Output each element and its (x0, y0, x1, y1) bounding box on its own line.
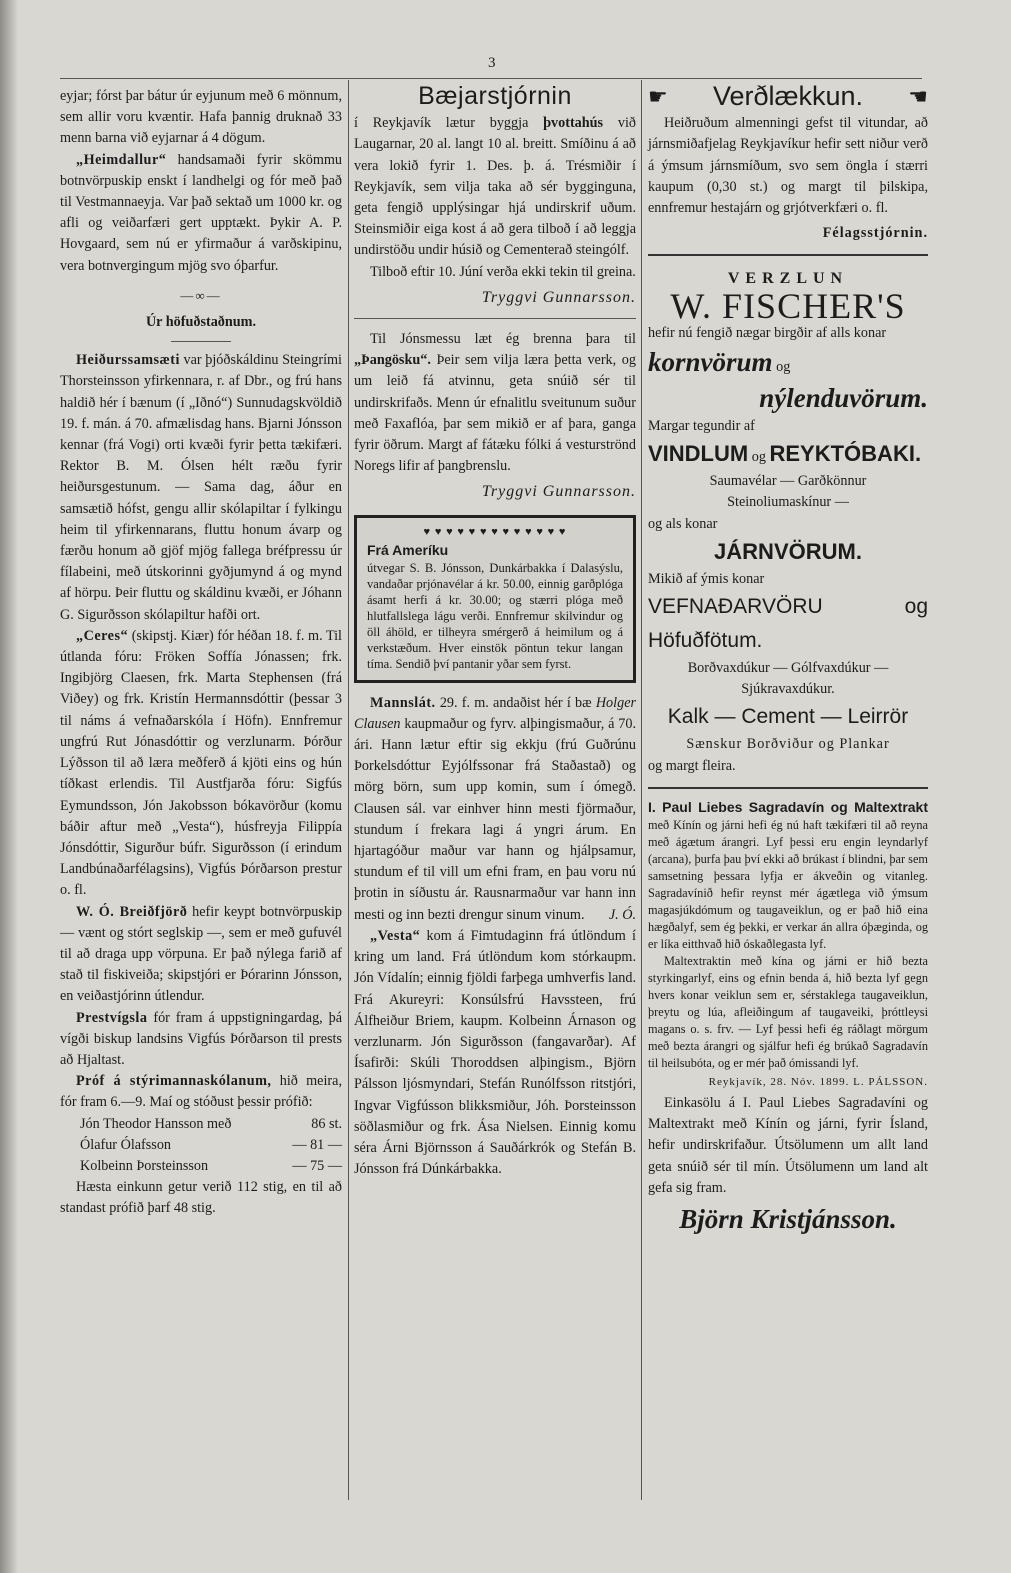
jons-text-1: Til Jónsmessu læt ég brenna þara til (370, 331, 636, 348)
bstj-text-1: í Reykjavík lætur byggja (354, 115, 529, 132)
column-left (60, 86, 342, 1220)
fischer-bord: Borðvaxdúkur — Gólfvaxdúkur — (687, 660, 889, 677)
bstj-bold: þvottahús (543, 115, 604, 132)
exam-row (60, 1114, 342, 1135)
ceres-text: (skipstj. Kiær) fór héðan 18. f. m. Til útlanda fóru: Fröken Soffía Jónassen; frk. Ingibjörg Claesen, frk. Marta Stephensen (frá Viðey) og frk. Kristín Hermannsdóttir (þessar 3 til náms á vefnaðarskóla í Höfn). Ennfremur ungfrú Rut Jónasdóttir og verzlunarm. Þórður Lýðsson til að læra meðferð á kjöti eins og hún tíðkast erlendis. Til Austfjarða fóru: Sigfús Eymundsson, Jón Jakobsson bókavörður (komu báðir aftur með „Vesta“), húsfreyja Filippía Jónsdóttir, Sigurður búfr. Sigurðsson (í erindum Landbúnaðarfélagsins), Vigfús Þórðarson prestur o. fl. (60, 627, 343, 899)
fischer-ogals: og als konar (648, 515, 718, 532)
bstj-text-3: Tilboð eftir 10. Júní verða ekki tekin til greina. (370, 263, 636, 280)
fischer-jarn: JÁRNVÖRUM. (714, 538, 862, 564)
article-ceres (60, 626, 342, 902)
liebe-head: I. Paul Liebes Sagradavín og Maltextrakt (648, 798, 928, 815)
liebe-ad (648, 799, 928, 953)
fischer-korn: kornvörum (648, 347, 773, 378)
article-bstj (354, 113, 636, 261)
article-heimdallur (60, 150, 342, 277)
prof-lead: Próf á stýrimannaskólanum, (76, 1073, 272, 1090)
heart-border-icons: ♥ ♥ ♥ ♥ ♥ ♥ ♥ ♥ ♥ ♥ ♥ ♥ ♥ (423, 525, 567, 538)
signature-tryggvi-1: Tryggvi Gunnarsson. (481, 288, 636, 306)
ad-text: útvegar S. B. Jónsson, Dunkárbakka í Dalasýslu, vandaðar prjónavélar á kr. 50.00, einnig garðplóga ásamt herfi á kr. 30.00; og stærri plóga með hlutfallslega lágu verði. Ennfremur skilvindur og öll áhöld, er tilheyra smérgerð á heimilum og á verkstæðum. Hver einstök pöntun tekur langan tíma. Sendið því pantanir yðar sem fyrst. (367, 560, 623, 671)
mann-text-2: kaupmaður og fyrv. alþingismaður, á 70. ári. Hann lætur eftir sig ekkju (frú Guðrúnu Þorkelsdóttur Eyjólfssonar frá Staðastað) og mörg börn, sum upp komin, sum í ómegð. Clausen sál. var einhver hinn mesti fjörmaður, stundum í frekara lagi á yngri árum. En hjartagóður maður var hann og hjálpsamur, stundum ef til vill um efni fram, en þau voru nú þrotin in síðustu ár. Rausnarmaður var hann inn mesti og inn bezti drengur sinum vinum. (354, 715, 637, 923)
fischer-title: W. FISCHER'S (670, 285, 906, 326)
section-heading: Úr höfuðstaðnum. (145, 314, 257, 331)
vesta-lead: „Vesta“ (370, 927, 421, 944)
separator (648, 787, 928, 789)
fischer-text-1: hefir nú fengið nægar birgðir af alls konar (648, 324, 887, 341)
column-divider-1 (348, 80, 349, 1500)
article-vesta (354, 926, 636, 1180)
page-number: 3 (488, 55, 496, 71)
fischer-vefn: VEFNAÐARVÖRU og Höfuðfötum. (648, 595, 928, 653)
article-heidurssamsaeti (60, 350, 342, 626)
mann-name: Holger Clausen (354, 694, 637, 732)
fischer-og2: og (751, 449, 766, 466)
breid-lead: W. Ó. Breiðfjörð (76, 903, 188, 920)
prest-text: fór fram á uppstigningardag, þá vígði biskup landsins Vigfús Þórðarson til prests að Hjaltast. (60, 1009, 342, 1068)
exam-row (60, 1135, 342, 1156)
einka-text: Einkasölu á I. Paul Liebes Sagradavíni og Maltextrakt með Kínín og járni, fyrir Ísland, hefir undirskrifaður. Útsölumenn um allt land geta snúið sér til mín. Útsölumenn um land alt gefa sig fram. (648, 1095, 928, 1196)
page-shadow-edge (0, 0, 18, 1573)
heimdallur-lead: „Heimdallur“ (76, 151, 167, 168)
prest-lead: Prestvígsla (76, 1009, 148, 1026)
top-rule (60, 78, 922, 79)
bstj-title: Bæjarstjórnin (418, 82, 572, 110)
exam-name: Jón Theodor Hansson með (80, 1115, 232, 1132)
pointing-hand-left-icon: ☚ (908, 84, 928, 109)
heimdallur-text: handsamaði fyrir skömmu botnvörpuskip enskt í landhelgi og fór með það til Vestmannaeyja. Var það sektað um 1000 kr. og afli og veiðarfæri gert upptækt. Þykir A. P. Hovgaard, sem nú er yfirmaður á varðskipinu, vera botnvergingum mjög svo óþarfur. (60, 151, 342, 274)
fischer-margar: Margar tegundir af (648, 418, 755, 435)
signature-tryggvi-2: Tryggvi Gunnarsson. (481, 483, 636, 501)
article-breidfjord (60, 902, 342, 1008)
fischer-stein: Steinoliumaskínur — (727, 494, 849, 511)
exam-score: — 75 — (292, 1157, 342, 1174)
jons-text-2: Þeir sem vilja læra þetta verk, og um leið fá atvinnu, geta snúið sér til undirskrifaðs. Menn úr efnalitlu sveitunum suður með Faxaflóa, þar sem mikið er af þara, ganga fyrir öðrum. Margt af fátæku fólki á vesturströnd Noregs lifir af þangbrenslu. (354, 352, 636, 475)
verdlaekkun-title-row (648, 81, 928, 111)
article-prestvigsla (60, 1008, 342, 1072)
article-mannslat (354, 693, 636, 926)
verdlaekkun-title: Verðlækkun. (712, 81, 864, 111)
mann-lead: Mannslát. (370, 694, 436, 711)
fischer-fleira: og margt fleira. (648, 757, 736, 774)
verdlaekkun-text: Heiðruðum almenningi gefst til vitundar, að járnsmiðafjelag Reykjavíkur hefir sett niður verð á ýmsum járnsmíðum, svo sem önglа í stærri kaupum (0,30 st.) og margt til þilskipa, ennfremur hestajárn og grjótverkfæri o. fl. (648, 115, 928, 217)
article-prof (60, 1071, 342, 1113)
verzlun-label: VERZLUN (727, 270, 849, 288)
bstj-text-2: við Laugarnar, 20 al. langt 10 al. breitt. Smíðinu á að vera lokið fyrir 1. Des. þ. á. Trésmiðir í Reykjavík, sem vilja taka að sér bygginguna, geta fengið upplýsingar hjá undirskrif uðum. Steinsmiðir eiga kost á að gera tilboð í að leggja undirstöðu undir húsið og Cementerað steingólf. (354, 115, 637, 259)
exam-note: Hæsta einkunn getur verið 112 stig, en til að standast prófið þarf 48 stig. (60, 1179, 342, 1217)
column-right (648, 81, 928, 1235)
short-rule (171, 341, 231, 342)
exam-name: Ólafur Ólafsson (80, 1136, 172, 1153)
felagsstjornin-signature: Félagsstjórnin. (822, 225, 928, 242)
prof-text: hið meira, fór fram 6.—9. Maí og stóðust þessir prófið: (60, 1073, 342, 1111)
ceres-lead: „Ceres“ (76, 627, 129, 644)
exam-name: Kolbeinn Þorsteinsson (80, 1157, 209, 1174)
exam-score: — 81 — (292, 1136, 342, 1153)
article-jonsmessa (354, 329, 636, 477)
heidurs-lead: Heiðurssamsæti (76, 352, 180, 369)
mann-text-1: 29. f. m. andaðist hér í bæ (439, 694, 592, 711)
mann-signature: J. Ó. (608, 906, 636, 923)
ad-fra-ameriku (354, 515, 636, 683)
liebe-text-2: Maltextraktin með kína og járni er hið bezta styrkingarlyf, eins og efnin benda á, hið bezta lyf gegn hvers konar veiklun sem er, sérstaklega taugaveiklun, þreytu og lúa, afleiðingum af taugaveiki, þróttleysi magans o. s. frv. — Lyf þessi hefi ég ráðlagt mörgum með bezta árangri og sjálfur hefi ég brúkað Sagradavín til heilsubóta, og er mér það ómissandi lyf. (648, 953, 928, 1070)
fischer-nyl: nýlenduvörum. (759, 383, 928, 414)
exam-score: 86 st. (311, 1115, 342, 1132)
bjorn-signature: Björn Kristjánsson. (679, 1204, 897, 1235)
fischer-vindlum: VINDLUM (648, 441, 749, 467)
fischer-kalk: Kalk — Cement — Leirrör (667, 705, 909, 729)
breid-text: hefir keypt botnvörpuskip — vænt og stórt seglskip —, sem er með gufuvél til að draga upp vörpuna. Er það nýlega farið af stað til fiskiveiða; skipstjóri er Þórarinn Jónsson, en veiðastjórinn útlendur. (60, 903, 342, 1005)
heidurs-text: var þjóðskáldinu Steingrími Thorsteinsson yfirkennara, r. af Dbr., og frú hans haldið hér í bænum (í „Iðnó“) Sunnudagskvöldið 19. f. mán. á 70. afmælisdag hans. Bjarni Jónsson kennar (frá Vogi) orti kvæði fyrir þetta tækifæri. Rektor B. M. Ólsen hélt ræðu fyrir heiðursgestunum. — Sama dag, áður en samsætið hófst, gengu allir skólapiltar í fylkingu heim til yfirkennarans, fluttu honum ávarp og færðu honum að gjöf mjög fallega bréfpressu úr fílabeini, með útskorinni gyðjumynd á og mynd af hörpu. Þeir fluttu og skáldinu kvæði, er Jóhann G. Sigurðsson skólapiltur hafði ort. (60, 352, 342, 623)
fischer-reyk: REYKTÓBAKI. (769, 441, 922, 467)
pointing-hand-right-icon: ☛ (648, 84, 668, 109)
fischer-mikid: Mikið af ýmis konar (648, 570, 765, 587)
fischer-sjuk: Sjúkravaxdúkur. (741, 681, 835, 698)
article-intro: eyjar; fórst þar bátur úr eyjunum með 6 mönnum, sem allir voru kvæntir. Hafa þannig druknað 33 menn barna við eyjarnar á 4 dögum. (60, 88, 342, 147)
vesta-text: kom á Fimtudaginn frá útlöndum í kring um land. Frá útlöndum kom stórkaupm. Jón Vídalín; einnig fjöldi farþega umhverfis land. Frá Akureyri: Konsúlsfrú Havssteen, frú Álfheiður Briem, kaupm. Kolbeinn Árnason og verzlunarm. Jón Sigurðsson (fangavarðar). Af Ísafirði: Skúli Thoroddsen alþingism., Björn Pálsson ljósmyndari, Stefán Runólfsson ritstjóri, Ingvar Vigfússon blikksmiður, Jóh. Þorsteinsson söðlasmiður og frk. Ása Nielsen. Einnig komu séra Árni Björnsson á Sauðárkrók og Stefán B. Jónsson frá Dúnkárbakka. (354, 927, 636, 1178)
fischer-vindlum-line (648, 437, 928, 471)
liebe-text-1: með Kínín og járni hefi ég nú haft tækifæri til að reyna með ágætum árangri. Lyf þessi eru engin leyndarlyf (arcana), þurfa þau því ekki að brúkast í blindni, þar sem samsetning þessara lyfja er ákveðin og vitanleg. Sagradavínið hefir reynst mér ágætlega við ýmsum magasjúkdómum og taugaveiklun, og er það hið eina hægðalyf, sem ég þekki, er verkar án allra óþæginda, og er líka eitthvað hið óskaðlegasta lyf. (648, 817, 928, 951)
fischer-og: og (776, 359, 791, 376)
fischer-korn-line (648, 344, 928, 380)
separator (648, 254, 928, 256)
fischer-saensk: Sænskur Borðviður og Plankar (686, 736, 890, 753)
fischer-nyl-line (648, 380, 928, 416)
column-divider-2 (641, 80, 642, 1500)
exam-row (60, 1156, 342, 1177)
jons-bold: „Þangösku“. (354, 352, 431, 369)
separator (354, 318, 636, 319)
fischer-sauma: Saumavélar — Garðkönnur (709, 473, 867, 490)
liebe-signature: Reykjavík, 28. Nóv. 1899. L. PÁLSSON. (708, 1075, 928, 1088)
column-middle (354, 82, 637, 1180)
ornament-divider: —∞— (180, 287, 222, 303)
ad-title: Frá Ameríku (367, 541, 449, 558)
